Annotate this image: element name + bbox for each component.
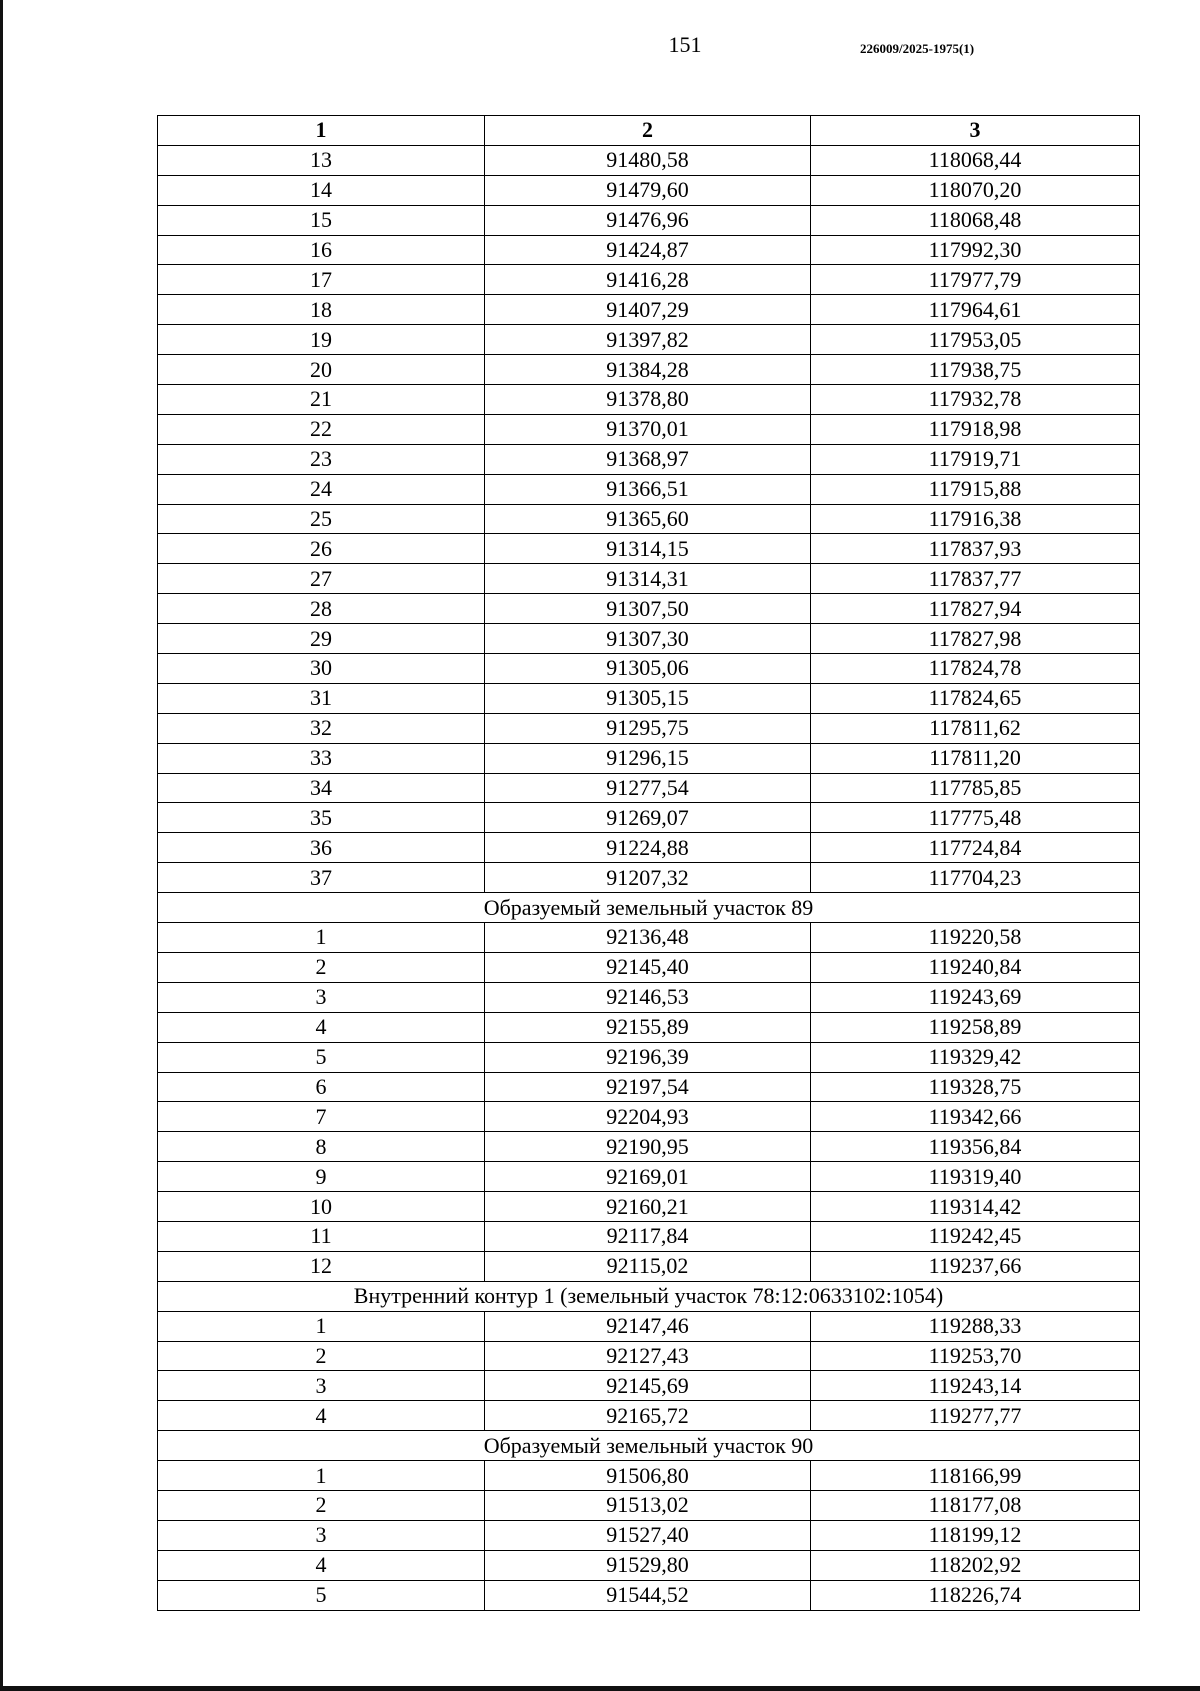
y-coordinate-cell: 117953,05	[811, 325, 1140, 355]
x-coordinate-cell: 91269,07	[485, 803, 811, 833]
header-row	[158, 116, 1140, 146]
y-coordinate-cell: 118068,48	[811, 205, 1140, 235]
point-number-cell: 3	[158, 982, 485, 1012]
point-number-cell: 20	[158, 355, 485, 385]
section-row	[158, 1431, 1140, 1461]
point-number-cell: 13	[158, 145, 485, 175]
y-coordinate-cell: 117918,98	[811, 414, 1140, 444]
y-coordinate-cell: 117824,78	[811, 654, 1140, 684]
x-coordinate-cell: 91476,96	[485, 205, 811, 235]
point-number-cell: 32	[158, 713, 485, 743]
point-number-cell: 24	[158, 474, 485, 504]
y-coordinate-cell: 119237,66	[811, 1251, 1140, 1281]
point-number-cell: 15	[158, 205, 485, 235]
x-coordinate-cell: 91527,40	[485, 1520, 811, 1550]
x-coordinate-cell: 91397,82	[485, 325, 811, 355]
table-body	[158, 145, 1140, 1610]
table-row	[158, 205, 1140, 235]
x-coordinate-cell: 92155,89	[485, 1012, 811, 1042]
x-coordinate-cell: 91224,88	[485, 833, 811, 863]
x-coordinate-cell: 92169,01	[485, 1162, 811, 1192]
y-coordinate-cell: 119328,75	[811, 1072, 1140, 1102]
y-coordinate-cell: 117932,78	[811, 385, 1140, 415]
y-coordinate-cell: 118070,20	[811, 175, 1140, 205]
y-coordinate-cell: 117964,61	[811, 295, 1140, 325]
table-row	[158, 355, 1140, 385]
x-coordinate-cell: 91370,01	[485, 414, 811, 444]
point-number-cell: 26	[158, 534, 485, 564]
y-coordinate-cell: 119253,70	[811, 1341, 1140, 1371]
point-number-cell: 11	[158, 1221, 485, 1251]
x-coordinate-cell: 91366,51	[485, 474, 811, 504]
y-coordinate-cell: 118068,44	[811, 145, 1140, 175]
point-number-cell: 3	[158, 1520, 485, 1550]
point-number-cell: 2	[158, 952, 485, 982]
x-coordinate-cell: 91305,06	[485, 654, 811, 684]
y-coordinate-cell: 117837,77	[811, 564, 1140, 594]
point-number-cell: 2	[158, 1341, 485, 1371]
y-coordinate-cell: 119277,77	[811, 1401, 1140, 1431]
table-row	[158, 624, 1140, 654]
x-coordinate-cell: 92165,72	[485, 1401, 811, 1431]
x-coordinate-cell: 91314,31	[485, 564, 811, 594]
point-number-cell: 5	[158, 1580, 485, 1610]
table-row	[158, 145, 1140, 175]
x-coordinate-cell: 91384,28	[485, 355, 811, 385]
table-row	[158, 1221, 1140, 1251]
x-coordinate-cell: 92196,39	[485, 1042, 811, 1072]
table-row	[158, 414, 1140, 444]
table-row	[158, 1102, 1140, 1132]
table-row	[158, 982, 1140, 1012]
x-coordinate-cell: 92146,53	[485, 982, 811, 1012]
table-row	[158, 1251, 1140, 1281]
x-coordinate-cell: 91365,60	[485, 504, 811, 534]
table-row	[158, 743, 1140, 773]
table-row	[158, 564, 1140, 594]
x-coordinate-cell: 91368,97	[485, 444, 811, 474]
y-coordinate-cell: 119243,14	[811, 1371, 1140, 1401]
point-number-cell: 21	[158, 385, 485, 415]
x-coordinate-cell: 92147,46	[485, 1311, 811, 1341]
point-number-cell: 4	[158, 1401, 485, 1431]
point-number-cell: 34	[158, 773, 485, 803]
point-number-cell: 14	[158, 175, 485, 205]
table-row	[158, 1192, 1140, 1222]
point-number-cell: 1	[158, 923, 485, 953]
table-row	[158, 1371, 1140, 1401]
table-row	[158, 1401, 1140, 1431]
table-header	[158, 116, 1140, 146]
point-number-cell: 1	[158, 1311, 485, 1341]
table-row	[158, 1580, 1140, 1610]
x-coordinate-cell: 91307,50	[485, 594, 811, 624]
table-row	[158, 773, 1140, 803]
x-coordinate-cell: 92117,84	[485, 1221, 811, 1251]
x-coordinate-cell: 92145,40	[485, 952, 811, 982]
point-number-cell: 9	[158, 1162, 485, 1192]
x-coordinate-cell: 91305,15	[485, 683, 811, 713]
y-coordinate-cell: 117811,62	[811, 713, 1140, 743]
table-row	[158, 803, 1140, 833]
page-left-edge	[0, 0, 3, 1691]
y-coordinate-cell: 117775,48	[811, 803, 1140, 833]
x-coordinate-cell: 91207,32	[485, 863, 811, 893]
point-number-cell: 36	[158, 833, 485, 863]
document-id: 226009/2025-1975(1)	[860, 41, 975, 56]
y-coordinate-cell: 119314,42	[811, 1192, 1140, 1222]
table-row	[158, 1550, 1140, 1580]
y-coordinate-cell: 119356,84	[811, 1132, 1140, 1162]
table-row	[158, 1132, 1140, 1162]
x-coordinate-cell: 92136,48	[485, 923, 811, 953]
y-coordinate-cell: 119342,66	[811, 1102, 1140, 1132]
y-coordinate-cell: 117919,71	[811, 444, 1140, 474]
point-number-cell: 1	[158, 1461, 485, 1491]
point-number-cell: 6	[158, 1072, 485, 1102]
point-number-cell: 17	[158, 265, 485, 295]
y-coordinate-cell: 117824,65	[811, 683, 1140, 713]
coordinates-table	[157, 115, 1140, 1611]
x-coordinate-cell: 91479,60	[485, 175, 811, 205]
point-number-cell: 16	[158, 235, 485, 265]
page-bottom-edge	[0, 1686, 1200, 1691]
x-coordinate-cell: 91314,15	[485, 534, 811, 564]
table-row	[158, 1520, 1140, 1550]
y-coordinate-cell: 119329,42	[811, 1042, 1140, 1072]
point-number-cell: 30	[158, 654, 485, 684]
point-number-cell: 27	[158, 564, 485, 594]
table-row	[158, 1461, 1140, 1491]
table-row	[158, 952, 1140, 982]
point-number-cell: 7	[158, 1102, 485, 1132]
x-coordinate-cell: 92204,93	[485, 1102, 811, 1132]
table-row	[158, 1072, 1140, 1102]
table-row	[158, 295, 1140, 325]
table-row	[158, 1311, 1140, 1341]
y-coordinate-cell: 119220,58	[811, 923, 1140, 953]
x-coordinate-cell: 92115,02	[485, 1251, 811, 1281]
table-row	[158, 1490, 1140, 1520]
x-coordinate-cell: 91307,30	[485, 624, 811, 654]
x-coordinate-cell: 91296,15	[485, 743, 811, 773]
x-coordinate-cell: 91424,87	[485, 235, 811, 265]
y-coordinate-cell: 118199,12	[811, 1520, 1140, 1550]
y-coordinate-cell: 117977,79	[811, 265, 1140, 295]
table-row	[158, 594, 1140, 624]
table-row	[158, 265, 1140, 295]
x-coordinate-cell: 91378,80	[485, 385, 811, 415]
column-header-x: 2	[485, 116, 811, 146]
y-coordinate-cell: 118166,99	[811, 1461, 1140, 1491]
x-coordinate-cell: 91277,54	[485, 773, 811, 803]
y-coordinate-cell: 117704,23	[811, 863, 1140, 893]
point-number-cell: 5	[158, 1042, 485, 1072]
point-number-cell: 18	[158, 295, 485, 325]
y-coordinate-cell: 118177,08	[811, 1490, 1140, 1520]
x-coordinate-cell: 91513,02	[485, 1490, 811, 1520]
table-row	[158, 1162, 1140, 1192]
point-number-cell: 33	[158, 743, 485, 773]
point-number-cell: 3	[158, 1371, 485, 1401]
section-title: Образуемый земельный участок 89	[158, 893, 1140, 923]
table-row	[158, 833, 1140, 863]
x-coordinate-cell: 92127,43	[485, 1341, 811, 1371]
table-row	[158, 474, 1140, 504]
x-coordinate-cell: 91544,52	[485, 1580, 811, 1610]
x-coordinate-cell: 91480,58	[485, 145, 811, 175]
section-title: Внутренний контур 1 (земельный участок 78:12:0633102:1054)	[158, 1281, 1140, 1311]
y-coordinate-cell: 117915,88	[811, 474, 1140, 504]
y-coordinate-cell: 117811,20	[811, 743, 1140, 773]
x-coordinate-cell: 91506,80	[485, 1461, 811, 1491]
section-row	[158, 893, 1140, 923]
table-row	[158, 504, 1140, 534]
table-row	[158, 713, 1140, 743]
y-coordinate-cell: 119243,69	[811, 982, 1140, 1012]
column-header-number: 1	[158, 116, 485, 146]
table-row	[158, 1341, 1140, 1371]
point-number-cell: 4	[158, 1550, 485, 1580]
point-number-cell: 22	[158, 414, 485, 444]
table-row	[158, 385, 1140, 415]
y-coordinate-cell: 117785,85	[811, 773, 1140, 803]
point-number-cell: 23	[158, 444, 485, 474]
table-row	[158, 325, 1140, 355]
table-row	[158, 444, 1140, 474]
x-coordinate-cell: 92197,54	[485, 1072, 811, 1102]
column-header-y: 3	[811, 116, 1140, 146]
point-number-cell: 29	[158, 624, 485, 654]
point-number-cell: 8	[158, 1132, 485, 1162]
x-coordinate-cell: 91295,75	[485, 713, 811, 743]
y-coordinate-cell: 119240,84	[811, 952, 1140, 982]
point-number-cell: 4	[158, 1012, 485, 1042]
point-number-cell: 28	[158, 594, 485, 624]
y-coordinate-cell: 118202,92	[811, 1550, 1140, 1580]
table-row	[158, 235, 1140, 265]
y-coordinate-cell: 118226,74	[811, 1580, 1140, 1610]
x-coordinate-cell: 92160,21	[485, 1192, 811, 1222]
y-coordinate-cell: 119319,40	[811, 1162, 1140, 1192]
point-number-cell: 12	[158, 1251, 485, 1281]
table-row	[158, 1012, 1140, 1042]
point-number-cell: 31	[158, 683, 485, 713]
point-number-cell: 37	[158, 863, 485, 893]
table-row	[158, 923, 1140, 953]
table-row	[158, 175, 1140, 205]
point-number-cell: 25	[158, 504, 485, 534]
x-coordinate-cell: 92190,95	[485, 1132, 811, 1162]
section-title: Образуемый земельный участок 90	[158, 1431, 1140, 1461]
y-coordinate-cell: 117916,38	[811, 504, 1140, 534]
point-number-cell: 19	[158, 325, 485, 355]
table-row	[158, 683, 1140, 713]
y-coordinate-cell: 117827,98	[811, 624, 1140, 654]
y-coordinate-cell: 117827,94	[811, 594, 1140, 624]
x-coordinate-cell: 91416,28	[485, 265, 811, 295]
y-coordinate-cell: 117724,84	[811, 833, 1140, 863]
x-coordinate-cell: 92145,69	[485, 1371, 811, 1401]
section-row	[158, 1281, 1140, 1311]
x-coordinate-cell: 91407,29	[485, 295, 811, 325]
table-row	[158, 863, 1140, 893]
table-row	[158, 1042, 1140, 1072]
x-coordinate-cell: 91529,80	[485, 1550, 811, 1580]
y-coordinate-cell: 117837,93	[811, 534, 1140, 564]
y-coordinate-cell: 117992,30	[811, 235, 1140, 265]
y-coordinate-cell: 119242,45	[811, 1221, 1140, 1251]
y-coordinate-cell: 119258,89	[811, 1012, 1140, 1042]
y-coordinate-cell: 119288,33	[811, 1311, 1140, 1341]
point-number-cell: 10	[158, 1192, 485, 1222]
page-number: 151	[668, 32, 702, 57]
point-number-cell: 35	[158, 803, 485, 833]
table-row	[158, 654, 1140, 684]
y-coordinate-cell: 117938,75	[811, 355, 1140, 385]
table-row	[158, 534, 1140, 564]
point-number-cell: 2	[158, 1490, 485, 1520]
